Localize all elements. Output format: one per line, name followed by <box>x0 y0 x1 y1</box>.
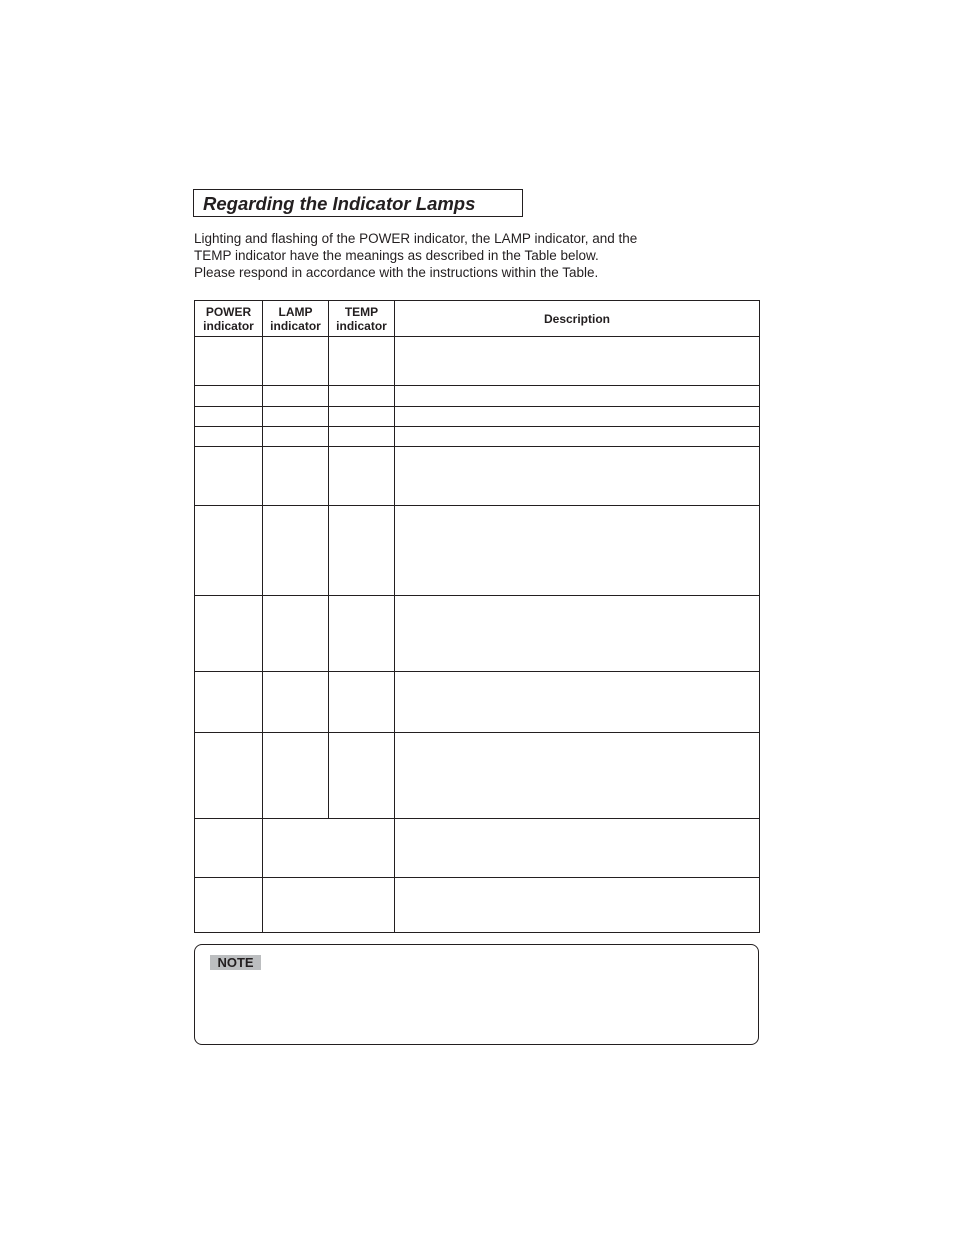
table-cell-merged <box>263 819 395 878</box>
table-cell <box>395 447 760 506</box>
table-cell <box>263 407 329 427</box>
header-power-line2: indicator <box>203 318 254 333</box>
table-cell <box>395 819 760 878</box>
table-cell <box>329 427 395 447</box>
table-cell <box>329 506 395 596</box>
header-lamp-line1: LAMP <box>278 304 313 319</box>
section-title-box <box>193 189 523 217</box>
table-cell <box>263 337 329 386</box>
table-cell <box>195 596 263 672</box>
table-header-row <box>195 301 760 337</box>
table-cell <box>195 337 263 386</box>
header-description: Description <box>395 301 760 337</box>
table-cell <box>195 878 263 933</box>
table-cell <box>263 506 329 596</box>
table-cell <box>263 447 329 506</box>
header-lamp-line2: indicator <box>270 318 321 333</box>
table-cell <box>395 386 760 407</box>
table-cell <box>329 447 395 506</box>
table-cell <box>195 447 263 506</box>
table-row <box>195 386 760 407</box>
table-cell <box>395 506 760 596</box>
table-row <box>195 819 760 878</box>
table-cell <box>329 386 395 407</box>
table-row <box>195 447 760 506</box>
note-label: NOTE <box>210 955 261 970</box>
table-cell <box>395 672 760 733</box>
note-box <box>194 944 759 1045</box>
table-cell <box>329 733 395 819</box>
table-cell <box>263 733 329 819</box>
table-cell-merged <box>263 878 395 933</box>
table-row <box>195 672 760 733</box>
table-cell <box>395 733 760 819</box>
table-cell <box>195 427 263 447</box>
intro-line: TEMP indicator have the meanings as described in the Table below. <box>194 248 599 263</box>
table-cell <box>329 672 395 733</box>
table-cell <box>263 672 329 733</box>
indicator-table <box>194 300 760 933</box>
header-temp-indicator <box>329 301 395 337</box>
header-temp-line2: indicator <box>336 318 387 333</box>
table-cell <box>195 819 263 878</box>
table-row <box>195 337 760 386</box>
table-cell <box>195 733 263 819</box>
table-cell <box>329 596 395 672</box>
table-cell <box>395 407 760 427</box>
intro-line: Lighting and flashing of the POWER indicator, the LAMP indicator, and the <box>194 231 638 246</box>
table-cell <box>195 386 263 407</box>
header-temp-line1: TEMP <box>344 304 379 319</box>
table-cell <box>395 596 760 672</box>
intro-paragraph <box>194 230 754 281</box>
table-cell <box>329 407 395 427</box>
table-cell <box>195 506 263 596</box>
table-row <box>195 596 760 672</box>
table-row <box>195 733 760 819</box>
table-cell <box>263 427 329 447</box>
table-cell <box>195 672 263 733</box>
table-cell <box>395 427 760 447</box>
table-row <box>195 878 760 933</box>
table-row <box>195 506 760 596</box>
intro-line: Please respond in accordance with the instructions within the Table. <box>194 265 599 280</box>
table-cell <box>395 337 760 386</box>
section-title: Regarding the Indicator Lamps <box>203 193 476 214</box>
table-cell <box>263 596 329 672</box>
header-power-indicator <box>195 301 263 337</box>
table-cell <box>195 407 263 427</box>
header-lamp-indicator <box>263 301 329 337</box>
table-row <box>195 427 760 447</box>
table-cell <box>329 337 395 386</box>
table-row <box>195 407 760 427</box>
table-cell <box>263 386 329 407</box>
table-cell <box>395 878 760 933</box>
header-power-line1: POWER <box>205 304 252 319</box>
